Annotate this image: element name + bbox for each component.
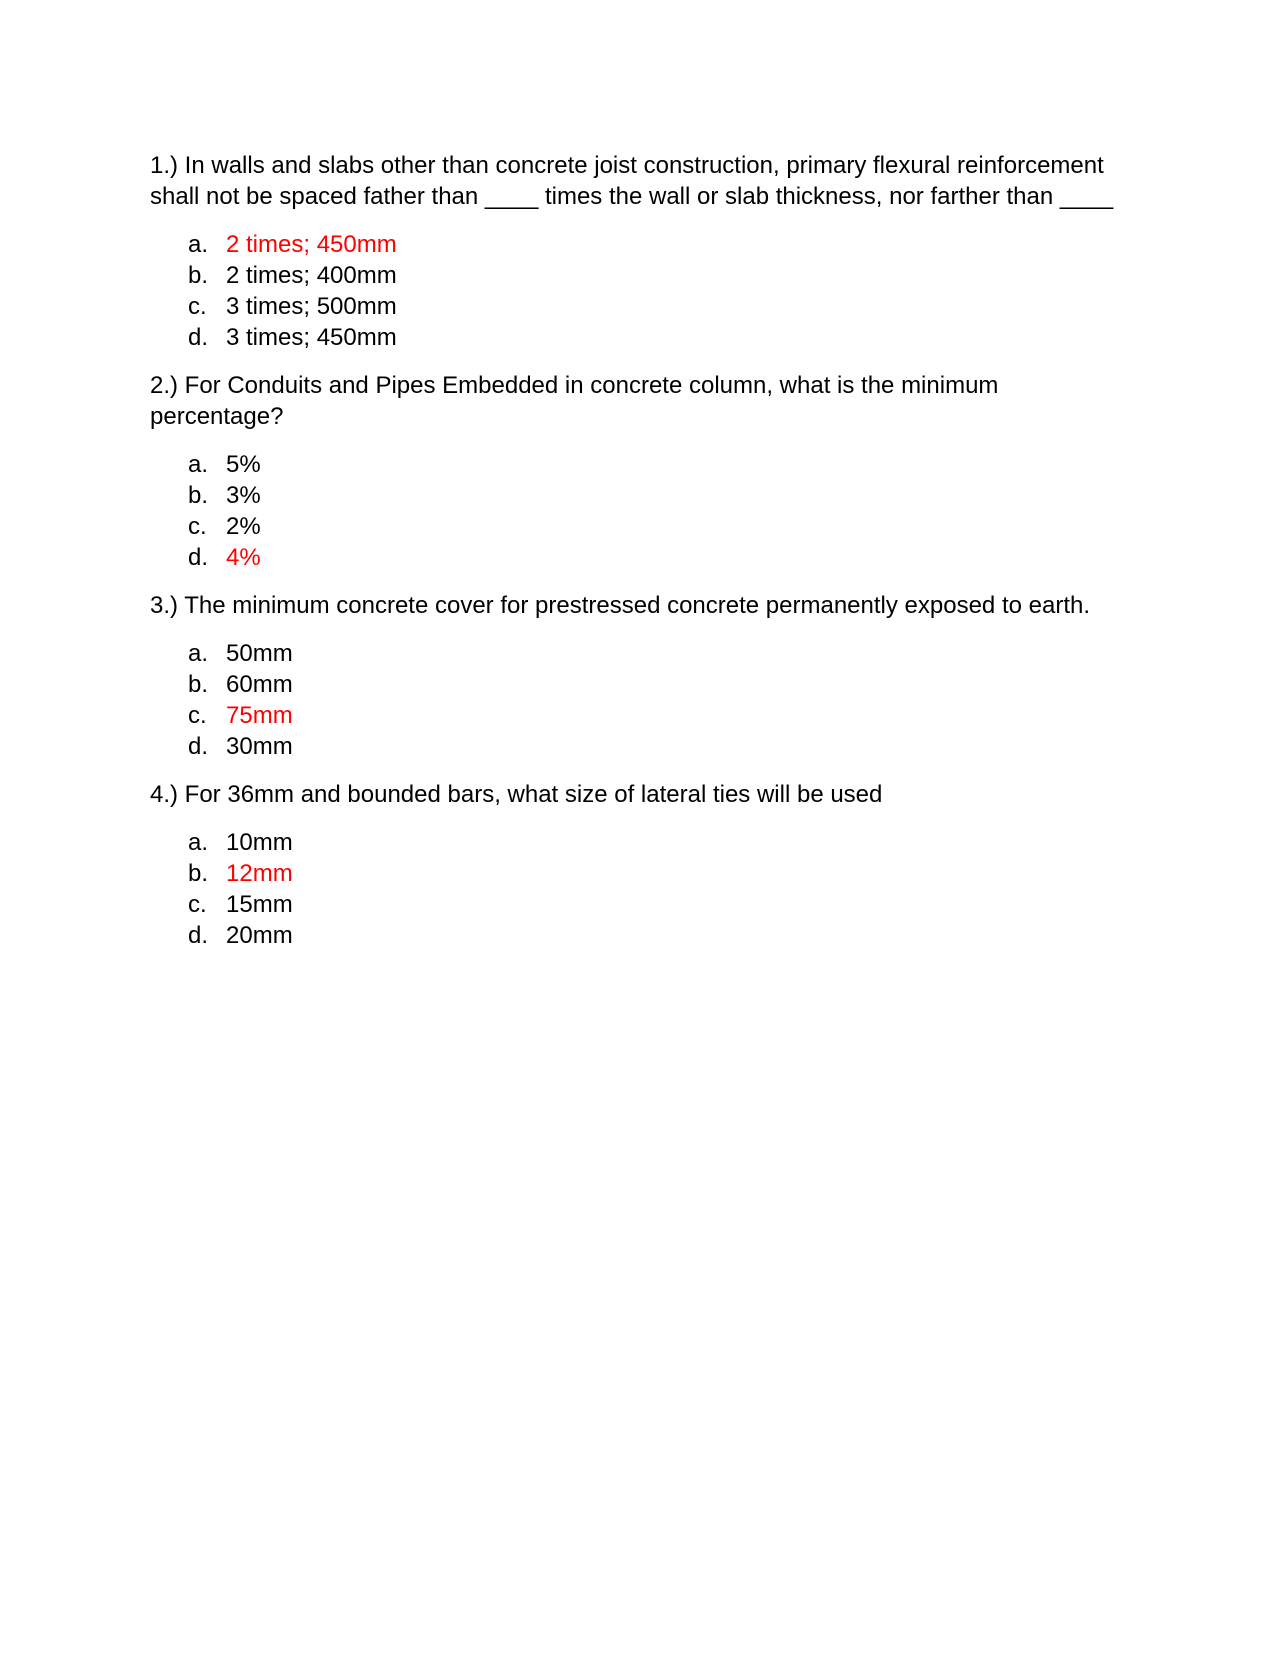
question-1 (150, 150, 1130, 353)
document-page (150, 150, 1130, 968)
option-text: 60mm (226, 671, 293, 698)
question-1-option-b (150, 260, 1130, 291)
option-letter: b. (188, 482, 209, 509)
option-letter: d. (188, 544, 209, 571)
option-letter: c. (188, 702, 207, 729)
question-4-option-b (150, 858, 1130, 889)
option-text: 3 times; 450mm (226, 324, 397, 351)
option-letter: b. (188, 671, 209, 698)
question-2-options (150, 449, 1130, 573)
question-1-text: 1.) In walls and slabs other than concrete joist construction, primary flexural reinforcement shall not be spaced father than ____ times the wall or slab thickness, nor farther than ____ (150, 152, 1114, 210)
option-letter: c. (188, 293, 207, 320)
option-text: 15mm (226, 891, 293, 918)
question-4 (150, 779, 1130, 951)
option-text: 3 times; 500mm (226, 293, 397, 320)
question-1-option-a (150, 229, 1130, 260)
option-text-highlighted: 2 times; 450mm (226, 231, 397, 258)
option-letter: a. (188, 640, 209, 667)
option-text: 3% (226, 482, 261, 509)
option-letter: d. (188, 324, 209, 351)
option-text: 2 times; 400mm (226, 262, 397, 289)
question-4-options (150, 827, 1130, 951)
question-3-option-d (150, 731, 1130, 762)
option-text: 5% (226, 451, 261, 478)
option-text: 20mm (226, 922, 293, 949)
question-2 (150, 370, 1130, 573)
option-letter: c. (188, 513, 207, 540)
option-letter: a. (188, 829, 209, 856)
option-letter: d. (188, 922, 209, 949)
option-text-highlighted: 12mm (226, 860, 293, 887)
option-letter: c. (188, 891, 207, 918)
question-4-option-a (150, 827, 1130, 858)
option-text-highlighted: 75mm (226, 702, 293, 729)
question-2-option-b (150, 480, 1130, 511)
option-text: 50mm (226, 640, 293, 667)
question-1-option-d (150, 322, 1130, 353)
option-letter: a. (188, 231, 209, 258)
option-letter: a. (188, 451, 209, 478)
option-text: 10mm (226, 829, 293, 856)
option-text-highlighted: 4% (226, 544, 261, 571)
question-1-option-c (150, 291, 1130, 322)
option-letter: d. (188, 733, 209, 760)
question-4-option-d (150, 920, 1130, 951)
question-3-option-c (150, 700, 1130, 731)
option-letter: b. (188, 860, 209, 887)
question-4-text: 4.) For 36mm and bounded bars, what size of lateral ties will be used (150, 781, 883, 808)
question-2-option-a (150, 449, 1130, 480)
question-3-options (150, 638, 1130, 762)
question-3-text: 3.) The minimum concrete cover for prestressed concrete permanently exposed to earth. (150, 592, 1090, 619)
question-3-option-b (150, 669, 1130, 700)
question-1-options (150, 229, 1130, 353)
question-2-text: 2.) For Conduits and Pipes Embedded in concrete column, what is the minimum percentage? (150, 372, 999, 430)
question-3 (150, 590, 1130, 762)
question-3-option-a (150, 638, 1130, 669)
question-2-option-c (150, 511, 1130, 542)
option-text: 2% (226, 513, 261, 540)
option-text: 30mm (226, 733, 293, 760)
question-4-option-c (150, 889, 1130, 920)
question-2-option-d (150, 542, 1130, 573)
option-letter: b. (188, 262, 209, 289)
